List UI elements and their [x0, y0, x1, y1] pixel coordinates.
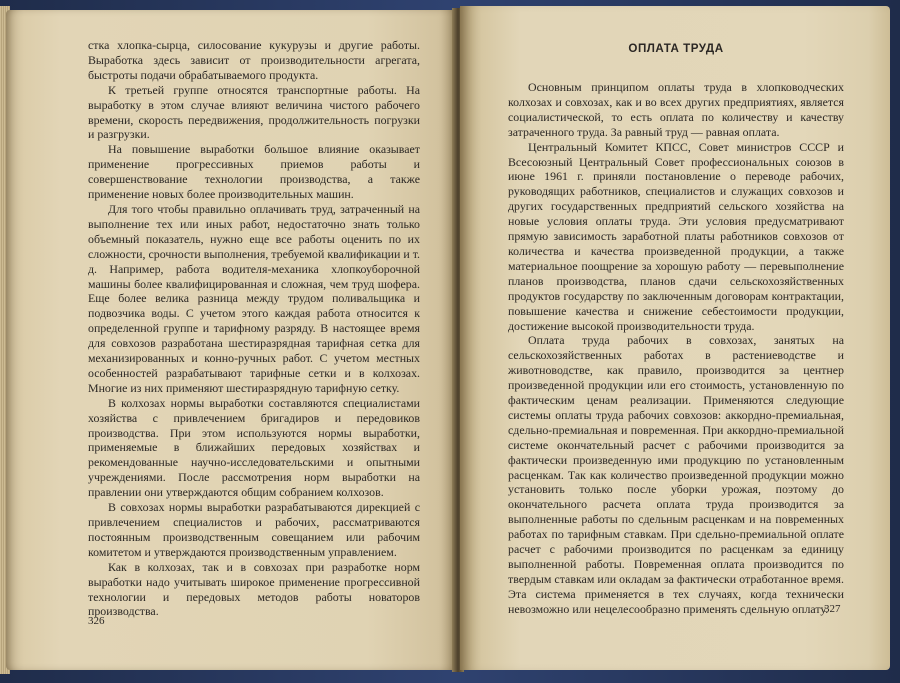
paragraph: Основным принципом оплаты труда в хлопководческих колхозах и совхозах, как и во всех других предприятиях, является социалистической, то есть оплата по количеству и качеству затраченного труда. За равный труд — равная оплата.	[508, 80, 844, 139]
right-page-body	[508, 80, 844, 617]
paragraph: Как в колхозах, так и в совхозах при разработке норм выработки надо учитывать широкое применение прогрессивной технологии и передовых методов работы новаторов производства.	[88, 559, 420, 619]
paragraph: К третьей группе относятся транспортные работы. На выработку в этом случае влияют величина чистого рабочего времени, скорость передвижения, продолжительность погрузки и разгрузки.	[88, 82, 420, 142]
paragraph: стка хлопка-сырца, силосование кукурузы и другие работы. Выработка здесь зависит от производительности агрегата, быстроты подачи обрабатываемого продукта.	[88, 38, 420, 82]
paragraph: Для того чтобы правильно оплачивать труд, затраченный на выполнение тех или иных работ, недостаточно знать только объемный показатель, нужно еще все работы оценить по их сложности, срочности выполнения, требуемой квалификации и т. д. Например, работа водителя-механика хлопкоуборочной машины более квалифицированная и сложная, чем труд шофера. Еще более велика разница между трудом поливальщика и подвозчика воды. С учетом этого каждая работа относится к определенной группе и тарифному разряду. В настоящее время для совхозов разработана шестиразрядная тарифная сетка для механизированных и конно-ручных работ. С учетом местных особенностей разрабатывают тарифные сетки и в колхозах. Многие из них применяют шестиразрядную тарифную сетку.	[88, 201, 420, 395]
paragraph: На повышение выработки большое влияние оказывает применение прогрессивных приемов работы и совершенствование технологии производства, а также применение новых более производительных машин.	[88, 142, 420, 202]
section-heading: ОПЛАТА ТРУДА	[628, 42, 724, 55]
left-page	[6, 10, 458, 670]
paragraph: В колхозах нормы выработки составляются специалистами хозяйства с привлечением бригадиров и передовиков производства. При этом используются нормы выработки, применяемые в ближайших передовых хозяйствах и рекомендованные научно-исследовательскими и опытными учреждениями. После рассмотрения норм выработки на правлении они утверждаются общим собранием колхозов.	[88, 395, 420, 500]
page-number: 327	[824, 603, 841, 615]
paragraph: Центральный Комитет КПСС, Совет министров СССР и Всесоюзный Центральный Совет профессиональных союзов в июне 1961 г. приняли постановление о переводе рабочих, руководящих работников, специалистов и служащих совхозов и других государственных предприятий сельского хозяйства на новые условия оплаты труда. Эти условия предусматривают прямую зависимость заработной платы работников совхозов от количества и качества произведенной продукции, а также материальное поощрение за хорошую работу — перевыполнение планов производства, планов сдачи сельскохозяйственных продуктов государству по заключенным договорам контрактации, повышение качества и снижение себестоимости продукции, достижение высокой производительности труда.	[508, 139, 844, 333]
left-page-body	[88, 38, 420, 619]
paragraph: В совхозах нормы выработки разрабатываются дирекцией с привлечением специалистов и рабочих, рассматриваются постоянным производственным совещанием или рабочим комитетом и утверждаются производственным управлением.	[88, 500, 420, 559]
paragraph: Оплата труда рабочих в совхозах, занятых на сельскохозяйственных работах в растениеводстве и животноводстве, как правило, производится за центнер произведенной продукции или его стоимость, установленную по фактическим ценам реализации. Применяются следующие системы оплаты труда рабочих совхозов: аккордно-премиальная, сдельно-премиальная и повременная. При аккордно-премиальной системе окончательный расчет с рабочими производится за фактически произведенную ими продукцию по установленным расценкам. Так как количество произведенной продукции можно установить только после уборки урожая, поэтому до окончательного расчета оплата труда производится за выполненные работы по сдельным расценкам и на повременных работах по тарифным ставкам. При сдельно-премиальной оплате расчет с рабочими производится по расценкам за единицу выполненной работы. Повременная оплата производится по твердым ставкам или окладам за фактически отработанное время. Эта система применяется в тех случаях, когда технически невозможно или нецелесообразно применять сдельную оплату.	[508, 333, 844, 616]
right-page	[460, 6, 890, 670]
page-number: 326	[88, 615, 105, 627]
